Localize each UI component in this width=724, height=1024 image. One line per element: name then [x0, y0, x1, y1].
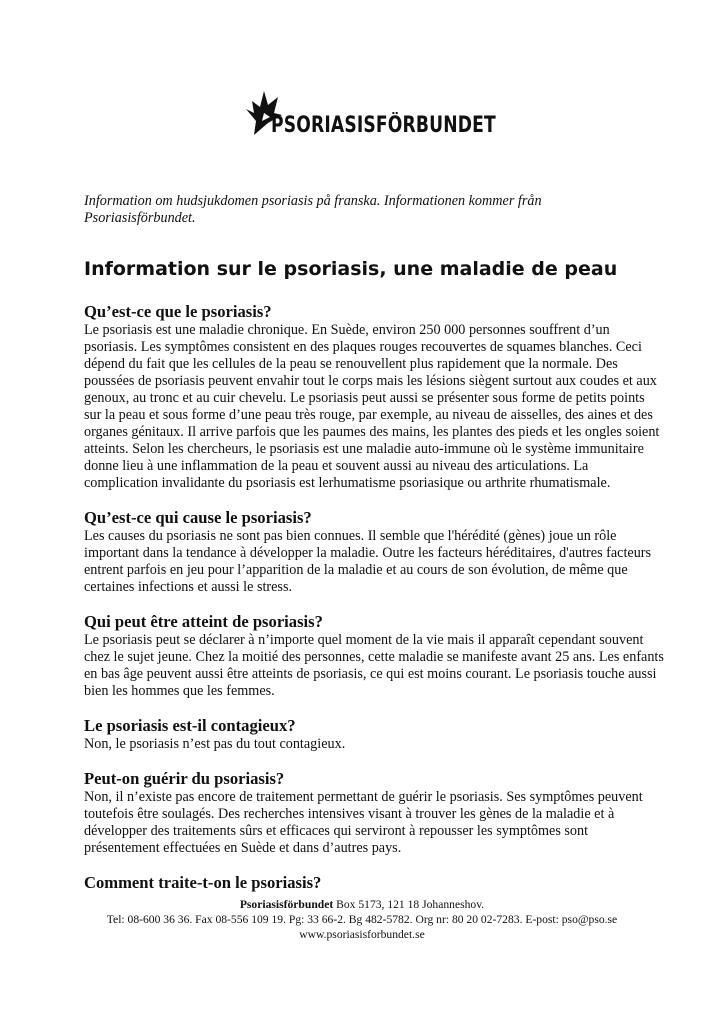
- logo-text: PSORIASISFÖRBUNDET: [271, 113, 496, 138]
- content: [84, 302, 664, 893]
- intro-text: Information om hudsjukdomen psoriasis på franska. Informationen kommer från Psoriasisförbundet.: [84, 193, 542, 226]
- footer-org-name: Psoriasisförbundet: [239, 898, 334, 911]
- page-title: Information sur le psoriasis, une maladie de peau: [84, 258, 618, 280]
- section-contagious: [84, 716, 664, 753]
- footer: [0, 897, 724, 942]
- footer-address: Box 5173, 121 18 Johanneshov.: [333, 898, 485, 911]
- section-heading: Le psoriasis est-il contagieux?: [84, 716, 296, 735]
- section-body: Les causes du psoriasis ne sont pas bien connues. Il semble que l'hérédité (gènes) joue un rôle important dans la tendance à développer la maladie. Outre les facteurs héréditaires, d'autres facteurs entrent parfois en jeu pour l’apparition de la maladie et au cours de son évolution, de même que certaines infections et aussi le stress.: [84, 528, 652, 595]
- section-heading: Peut-on guérir du psoriasis?: [84, 769, 285, 788]
- section-causes: [84, 508, 664, 596]
- psoriasisforbundet-logo: [244, 83, 496, 143]
- section-heading: Qu’est-ce que le psoriasis?: [84, 302, 272, 321]
- section-what-is: [84, 302, 664, 492]
- section-heading: Comment traite-t-on le psoriasis?: [84, 873, 322, 892]
- section-treatment: [84, 873, 664, 893]
- footer-contact: Tel: 08-600 36 36. Fax 08-556 109 19. Pg: 33 66-2. Bg 482-5782. Org nr: 80 20 02-7283. E-post: pso@pso.se: [106, 913, 618, 926]
- section-body: Non, le psoriasis n’est pas du tout contagieux.: [84, 736, 346, 752]
- section-cure: [84, 769, 664, 857]
- section-body: Le psoriasis peut se déclarer à n’importe quel moment de la vie mais il apparaît cependant souvent chez le sujet jeune. Chez la moitié des personnes, cette maladie se manifeste avant 25 ans. Les enfants en bas âge peuvent aussi être atteints de psoriasis, ce qui est moins courant. Le psoriasis touche aussi bien les hommes que les femmes.: [84, 632, 664, 699]
- section-heading: Qu’est-ce qui cause le psoriasis?: [84, 508, 312, 527]
- footer-address-line: [0, 897, 724, 912]
- section-who: [84, 612, 664, 700]
- section-body: Non, il n’existe pas encore de traitement permettant de guérir le psoriasis. Ses symptômes peuvent toutefois être soulagés. Des recherches intensives visant à trouver les gènes de la maladie et à développer des traitements sûrs et efficaces qui serviront à repousser les symptômes sont présentement effectuées en Suède et dans d’autres pays.: [84, 789, 643, 856]
- section-body: Le psoriasis est une maladie chronique. En Suède, environ 250 000 personnes souffrent d’un psoriasis. Les symptômes consistent en des plaques rouges recouvertes de squames blanches. Ceci dépend du fait que les cellules de la peau se renouvellent plus rapidement que la normale. Des poussées de psoriasis peuvent envahir tout le corps mais les lésions siègent surtout aux coudes et aux genoux, au tronc et au cuir chevelu. Le psoriasis peut aussi se présenter sous forme de petits points sur la peau et sous forme d’une peau très rouge, par exemple, au niveau de aisselles, des aines et des organes génitaux. Il arrive parfois que les paumes des mains, les plantes des pieds et les ongles soient atteints. Selon les chercheurs, le psoriasis est une maladie auto-immune où le système immunitaire donne lieu à une inflammation de la peau et souvent aussi au niveau des articulations. La complication invalidante du psoriasis est lerhumatisme psoriasique ou arthrite rhumatismale.: [84, 322, 660, 491]
- footer-website[interactable]: www.psoriasisforbundet.se: [299, 928, 425, 941]
- section-heading: Qui peut être atteint de psoriasis?: [84, 612, 323, 631]
